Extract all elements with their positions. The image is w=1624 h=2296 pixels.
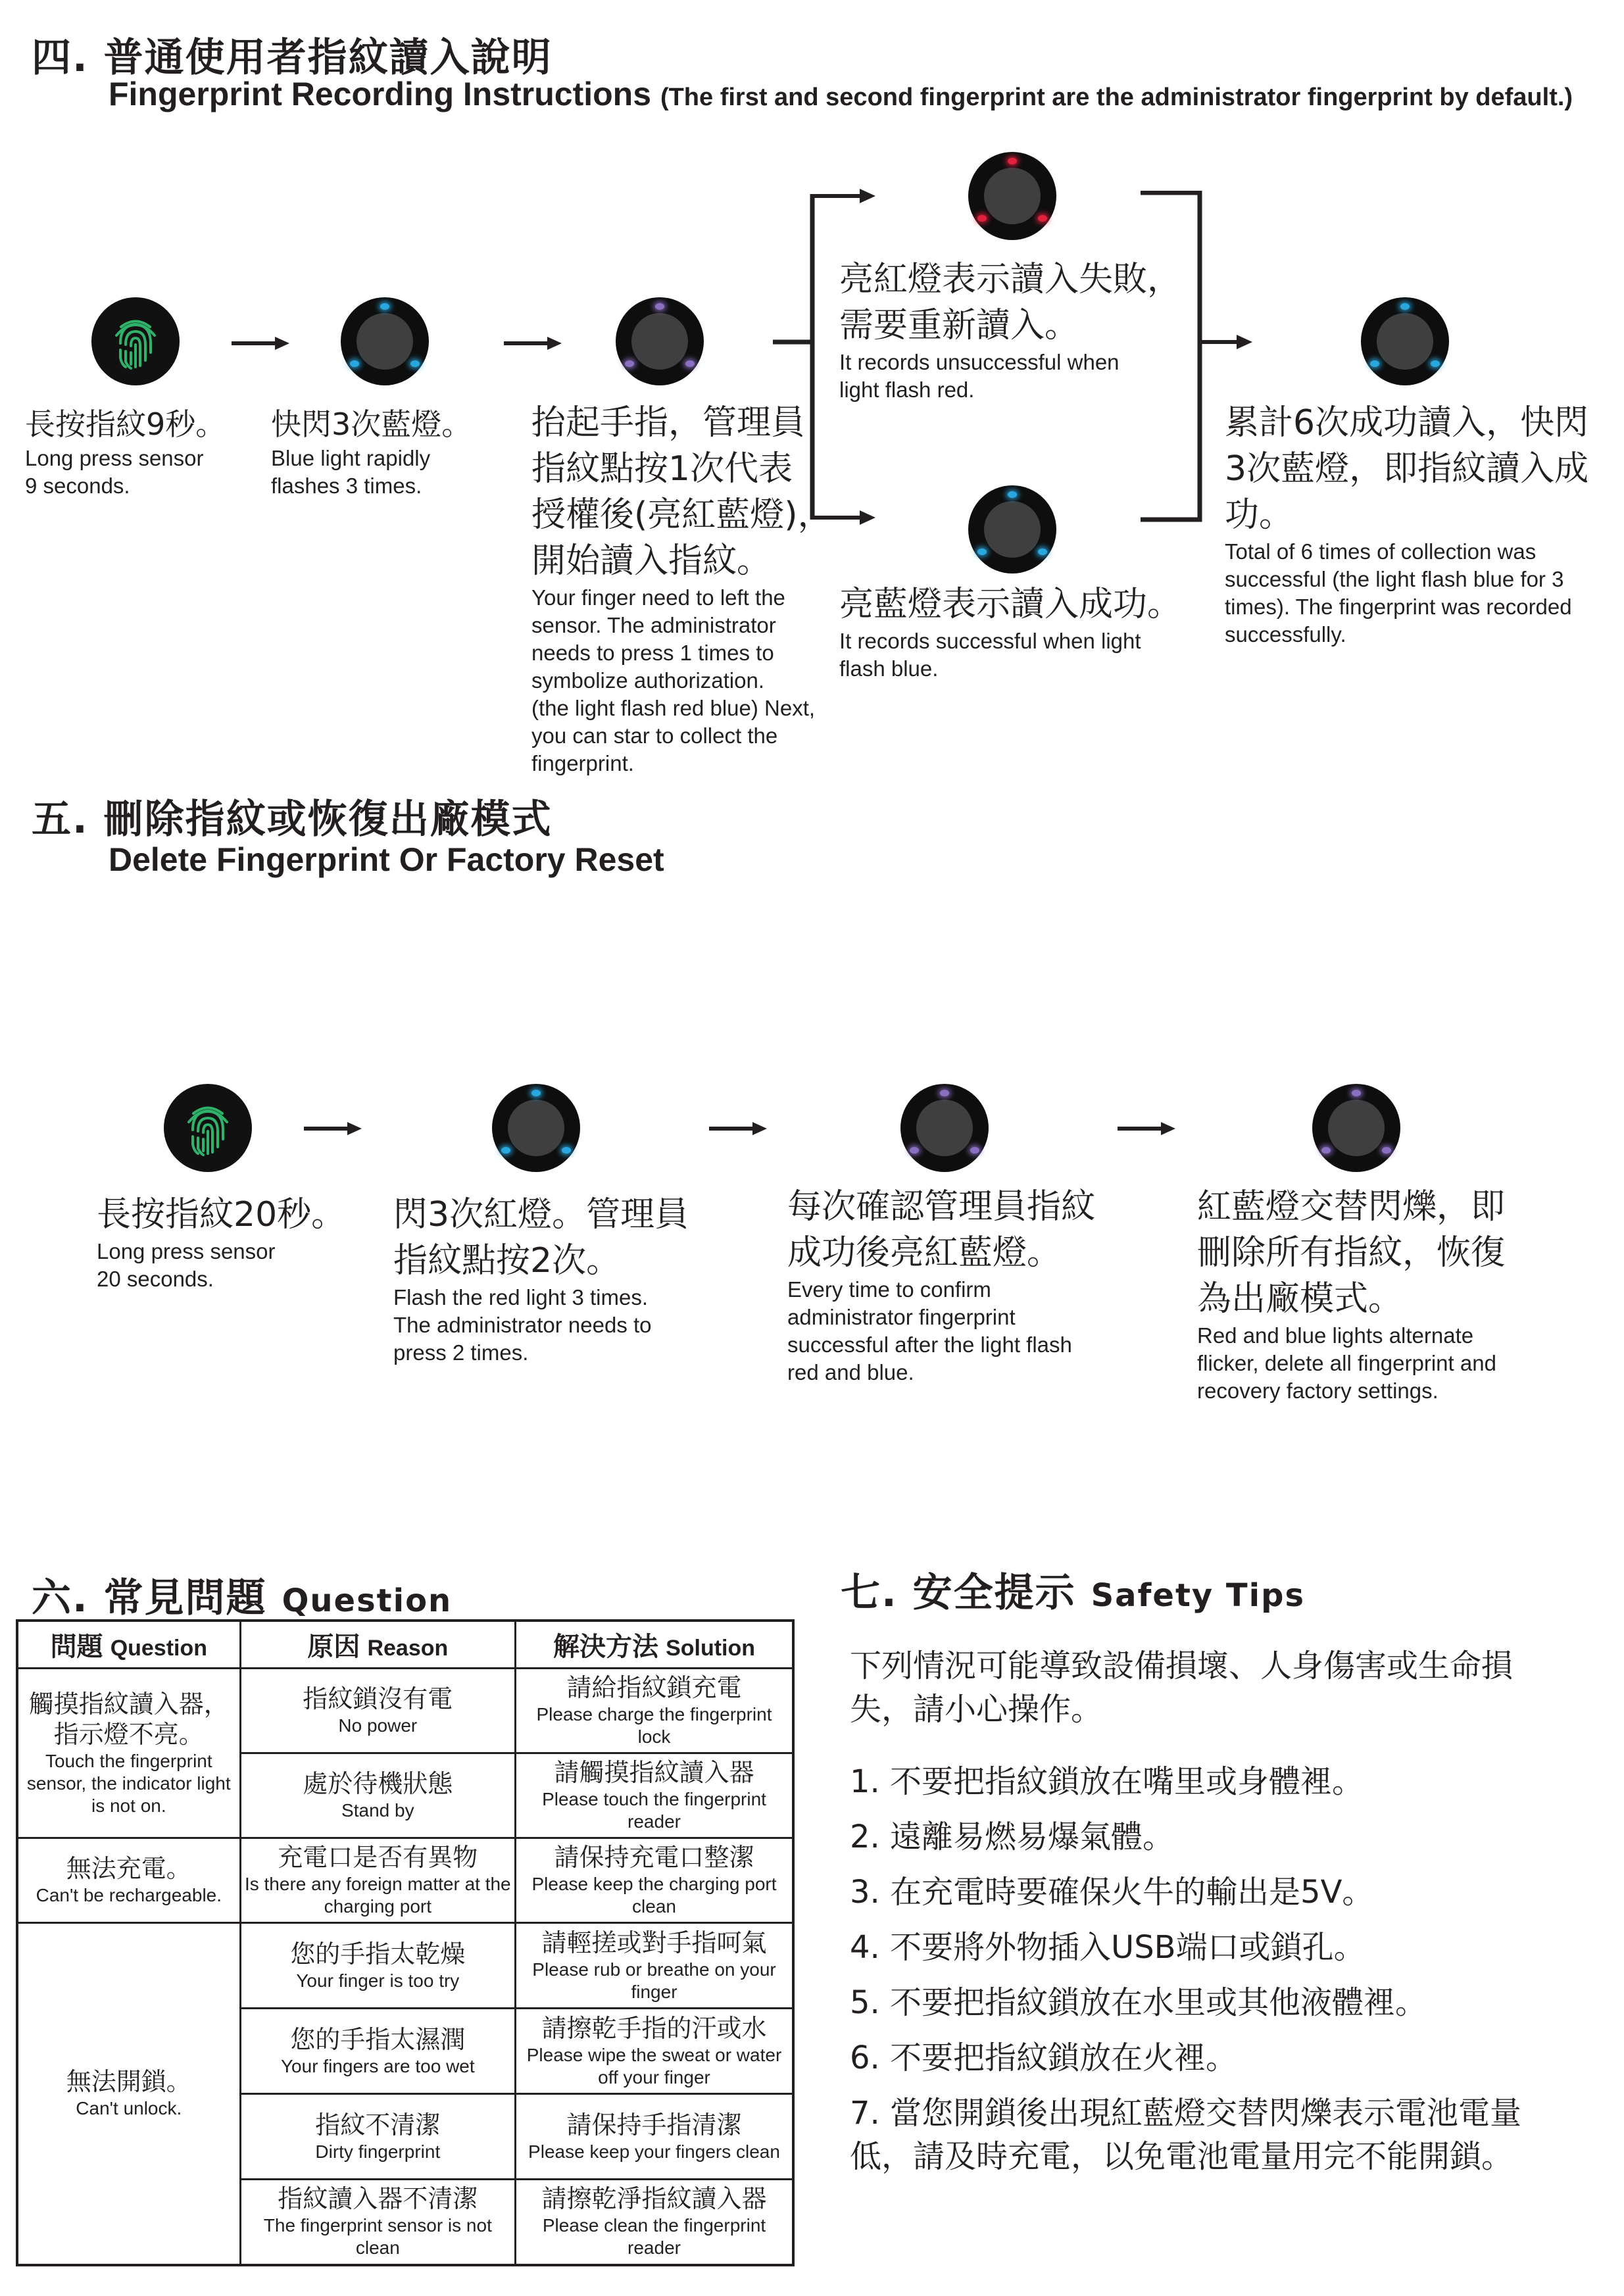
solution-cn: 請擦乾手指的汗或水 bbox=[541, 2015, 767, 2043]
s4-done-en-line: Total of 6 times of collection was bbox=[1225, 539, 1537, 564]
arrow-right-icon bbox=[1116, 1121, 1177, 1139]
s4-step3-cn-line: 抬起手指，管理員 bbox=[531, 403, 806, 443]
safety-intro-line: 失，請小心操作。 bbox=[850, 1691, 1103, 1728]
s4-step1-en2: 9 seconds. bbox=[25, 474, 130, 498]
reason-cn: 充電口是否有異物 bbox=[278, 1844, 478, 1872]
s4-step2-text bbox=[271, 404, 472, 500]
reason-cell bbox=[240, 1669, 515, 1753]
solution-cell bbox=[516, 1753, 793, 1838]
safety-intro-line: 下列情況可能導致設備損壞、人身傷害或生命損 bbox=[850, 1648, 1513, 1684]
sensor-blue-icon bbox=[492, 1084, 580, 1172]
s5-step3-en-line: Every time to confirm bbox=[787, 1277, 991, 1302]
sensor-purple-icon bbox=[1312, 1084, 1400, 1172]
section4-note: (The first and second fingerprint are the administrator fingerprint by default.) bbox=[660, 84, 1573, 111]
s4-fail-text bbox=[839, 256, 1181, 404]
section6-title-en: Question bbox=[282, 1582, 453, 1619]
section4-title-en-text: Fingerprint Recording Instructions bbox=[109, 76, 652, 112]
reason-cn: 指紋不清潔 bbox=[315, 2111, 441, 2139]
s4-step3-en-line: Your finger need to left the bbox=[531, 585, 785, 610]
s4-step1-cn: 長按指紋9秒。 bbox=[25, 406, 226, 442]
reason-en: Your fingers are too wet bbox=[280, 2055, 475, 2076]
s5-step3-cn-line: 每次確認管理員指紋 bbox=[787, 1187, 1096, 1227]
safety-tips-list bbox=[850, 1760, 1606, 2178]
section6-title-cn: 六. 常見問題 bbox=[32, 1575, 267, 1621]
s5-step2-cn-line: 閃3次紅燈。管理員 bbox=[393, 1195, 689, 1234]
s5-step3-en-line: red and blue. bbox=[787, 1360, 914, 1384]
s4-step2-cn: 快閃3次藍燈。 bbox=[271, 406, 472, 442]
faq-header-solution bbox=[516, 1621, 793, 1669]
s5-step2-en-line: Flash the red light 3 times. bbox=[393, 1285, 649, 1309]
s4-fail-cn-line: 需要重新讀入。 bbox=[839, 306, 1079, 345]
sensor-blue-icon bbox=[968, 485, 1056, 574]
safety-tip: 3. 在充電時要確保火牛的輸出是5V。 bbox=[850, 1874, 1374, 1911]
s5-step4-en-line: Red and blue lights alternate bbox=[1197, 1323, 1474, 1348]
sensor-blue-icon bbox=[341, 297, 429, 385]
sensor-purple-icon bbox=[616, 297, 704, 385]
solution-cn: 請保持充電口整潔 bbox=[554, 1844, 754, 1872]
section7-title-cn: 七. 安全提示 bbox=[841, 1570, 1076, 1616]
s4-step3-en-line: needs to press 1 times to bbox=[531, 641, 774, 665]
header-en: Reason bbox=[367, 1636, 449, 1661]
problem-cell bbox=[17, 1838, 240, 1923]
table-row bbox=[17, 1669, 793, 1753]
sensor-purple-icon bbox=[900, 1084, 989, 1172]
s4-done-cn-line: 功。 bbox=[1225, 495, 1294, 535]
s4-ok-en-line: flash blue. bbox=[839, 656, 939, 681]
reason-cell bbox=[240, 1923, 515, 2009]
solution-cn: 請保持手指清潔 bbox=[566, 2111, 742, 2139]
solution-en: Please rub or breathe on your finger bbox=[532, 1959, 776, 2002]
s5-step4-cn-line: 刪除所有指紋，恢復 bbox=[1197, 1233, 1506, 1273]
s5-step2-text bbox=[393, 1192, 689, 1367]
s4-done-en-line: successfully. bbox=[1225, 622, 1346, 647]
s5-step4-text bbox=[1197, 1184, 1505, 1405]
s4-ok-en-line: It records successful when light bbox=[839, 629, 1141, 653]
header-en: Question bbox=[110, 1636, 208, 1661]
faq-header-row bbox=[17, 1621, 793, 1669]
solution-cn: 請輕搓或對手指呵氣 bbox=[541, 1929, 767, 1957]
solution-cell bbox=[516, 2009, 793, 2094]
s4-done-en-line: successful (the light flash blue for 3 bbox=[1225, 567, 1564, 591]
s5-step1-text bbox=[97, 1192, 345, 1293]
section7-title bbox=[841, 1561, 1305, 1618]
header-en: Solution bbox=[666, 1636, 756, 1661]
s5-step3-text bbox=[787, 1184, 1095, 1386]
reason-cell bbox=[240, 1753, 515, 1838]
s5-step3-en-line: administrator fingerprint bbox=[787, 1305, 1016, 1329]
sensor-blue-icon bbox=[1361, 297, 1449, 385]
reason-cn: 處於待機狀態 bbox=[303, 1771, 453, 1798]
s4-step3-cn-line: 指紋點按1次代表 bbox=[531, 449, 793, 489]
faq-table bbox=[16, 1619, 795, 2266]
reason-cn: 您的手指太乾燥 bbox=[290, 1940, 466, 1968]
s4-ok-text bbox=[839, 581, 1181, 683]
safety-intro bbox=[850, 1644, 1606, 1731]
safety-tip: 6. 不要把指紋鎖放在火裡。 bbox=[850, 2040, 1238, 2076]
problem-cell bbox=[17, 1669, 240, 1838]
problem-cn: 觸摸指紋讀入器，指示燈不亮。 bbox=[28, 1690, 229, 1749]
s4-step3-en-line: fingerprint. bbox=[531, 751, 634, 775]
reason-cell bbox=[240, 1838, 515, 1923]
reason-cn: 指紋鎖沒有電 bbox=[303, 1686, 453, 1713]
faq-header-reason bbox=[240, 1621, 515, 1669]
arrow-right-icon bbox=[303, 1121, 363, 1139]
reason-en: Your finger is too try bbox=[296, 1970, 460, 1991]
solution-cell bbox=[516, 2180, 793, 2265]
problem-en: Can't unlock. bbox=[76, 2098, 182, 2119]
solution-cell bbox=[516, 1923, 793, 2009]
s4-step3-en-line: sensor. The administrator bbox=[531, 613, 776, 637]
s4-step3-cn-line: 開始讀入指紋。 bbox=[531, 541, 772, 581]
solution-cell bbox=[516, 1669, 793, 1753]
s4-step3-en-line: you can star to collect the bbox=[531, 723, 778, 748]
s5-step4-cn-line: 紅藍燈交替閃爍，即 bbox=[1197, 1187, 1506, 1227]
section6-title bbox=[32, 1567, 452, 1623]
s5-step1-en-line: 20 seconds. bbox=[97, 1267, 214, 1291]
s5-step1-en-line: Long press sensor bbox=[97, 1239, 276, 1263]
solution-en: Please keep your fingers clean bbox=[528, 2141, 780, 2162]
solution-en: Please wipe the sweat or water off your finger bbox=[526, 2044, 782, 2088]
reason-cn: 您的手指太濕潤 bbox=[290, 2026, 466, 2054]
s4-fail-cn-line: 亮紅燈表示讀入失敗， bbox=[839, 260, 1182, 299]
arrow-right-icon bbox=[230, 335, 291, 354]
solution-en: Please keep the charging port clean bbox=[531, 1874, 777, 1917]
s4-done-cn-line: 累計6次成功讀入，快閃 bbox=[1225, 403, 1589, 443]
s5-step2-en-line: The administrator needs to bbox=[393, 1313, 652, 1337]
section5-title-cn: 五. 刪除指紋或恢復出廠模式 bbox=[32, 796, 553, 843]
s5-step3-cn-line: 成功後亮紅藍燈。 bbox=[787, 1233, 1062, 1273]
safety-tip: 4. 不要將外物插入USB端口或鎖孔。 bbox=[850, 1929, 1366, 1966]
reason-cell bbox=[240, 2094, 515, 2180]
header-cn: 解決方法 bbox=[553, 1632, 658, 1661]
section4-title-en bbox=[109, 75, 1573, 113]
sensor-red-icon bbox=[968, 152, 1056, 240]
s5-step4-cn-line: 為出廠模式。 bbox=[1197, 1279, 1403, 1319]
section4-title-cn: 四. 普通使用者指紋讀入說明 bbox=[32, 35, 553, 81]
safety-tip: 5. 不要把指紋鎖放在水里或其他液體裡。 bbox=[850, 1984, 1427, 2021]
solution-cell bbox=[516, 1838, 793, 1923]
reason-en: The fingerprint sensor is not clean bbox=[263, 2215, 492, 2259]
table-row bbox=[17, 1923, 793, 2009]
fingerprint-sensor-icon bbox=[164, 1084, 252, 1172]
solution-cn: 請給指紋鎖充電 bbox=[566, 1674, 742, 1702]
reason-en: Dirty fingerprint bbox=[315, 2141, 441, 2162]
s4-step3-text bbox=[531, 400, 832, 777]
faq-header-question bbox=[17, 1621, 240, 1669]
solution-en: Please touch the fingerprint reader bbox=[542, 1789, 766, 1832]
s5-step4-en-line: recovery factory settings. bbox=[1197, 1379, 1439, 1403]
problem-cn: 無法開鎖。 bbox=[66, 2068, 191, 2097]
table-row bbox=[17, 1838, 793, 1923]
s5-step1-cn: 長按指紋20秒。 bbox=[97, 1195, 346, 1234]
reason-cell bbox=[240, 2009, 515, 2094]
s4-done-en-line: times). The fingerprint was recorded bbox=[1225, 595, 1572, 619]
s4-done-text bbox=[1225, 400, 1588, 648]
s5-step4-en-line: flicker, delete all fingerprint and bbox=[1197, 1351, 1496, 1375]
problem-cell bbox=[17, 1923, 240, 2265]
s4-step3-en-line: symbolize authorization. bbox=[531, 668, 765, 693]
header-cn: 原因 bbox=[307, 1632, 360, 1661]
safety-tip: 2. 遠離易燃易爆氣體。 bbox=[850, 1819, 1175, 1855]
solution-cell bbox=[516, 2094, 793, 2180]
header-cn: 問題 bbox=[50, 1632, 103, 1661]
solution-en: Please clean the fingerprint reader bbox=[542, 2215, 766, 2259]
problem-en: Touch the fingerprint sensor, the indicator light is not on. bbox=[26, 1750, 231, 1816]
s4-fail-en-line: It records unsuccessful when bbox=[839, 350, 1120, 374]
solution-cn: 請觸摸指紋讀入器 bbox=[554, 1759, 754, 1787]
section7-title-en: Safety Tips bbox=[1091, 1577, 1306, 1614]
s4-ok-cn: 亮藍燈表示讀入成功。 bbox=[839, 585, 1182, 624]
safety-tip: 1. 不要把指紋鎖放在嘴里或身體裡。 bbox=[850, 1763, 1364, 1800]
s5-step3-en-line: successful after the light flash bbox=[787, 1332, 1072, 1357]
s4-fail-en-line: light flash red. bbox=[839, 378, 975, 402]
solution-en: Please charge the fingerprint lock bbox=[536, 1704, 772, 1747]
safety-tip: 7. 當您開鎖後出現紅藍燈交替閃爍表示電池電量 bbox=[850, 2095, 1522, 2132]
safety-tip: 低，請及時充電，以免電池電量用完不能開鎖。 bbox=[850, 2138, 1513, 2175]
problem-cn: 無法充電。 bbox=[66, 1855, 191, 1883]
s4-step1-text bbox=[25, 404, 226, 500]
s4-done-cn-line: 3次藍燈，即指紋讀入成 bbox=[1225, 449, 1589, 489]
reason-en: Is there any foreign matter at the charging port bbox=[244, 1874, 511, 1917]
s4-step3-en-line: (the light flash red blue) Next, bbox=[531, 696, 816, 720]
s4-step2-en1: Blue light rapidly bbox=[271, 446, 431, 470]
solution-cn: 請擦乾淨指紋讀入器 bbox=[541, 2186, 767, 2214]
s4-step1-en1: Long press sensor bbox=[25, 446, 204, 470]
reason-cell bbox=[240, 2180, 515, 2265]
reason-en: No power bbox=[338, 1715, 418, 1736]
s5-step2-en-line: press 2 times. bbox=[393, 1340, 529, 1365]
problem-en: Can't be rechargeable. bbox=[36, 1885, 222, 1905]
section5-title-en: Delete Fingerprint Or Factory Reset bbox=[109, 841, 664, 878]
arrow-right-icon bbox=[708, 1121, 768, 1139]
fingerprint-sensor-icon bbox=[91, 297, 180, 385]
s4-step2-en2: flashes 3 times. bbox=[271, 474, 422, 498]
s5-step2-cn-line: 指紋點按2次。 bbox=[393, 1241, 621, 1281]
s4-step3-cn-line: 授權後(亮紅藍燈)， bbox=[531, 495, 832, 535]
arrow-right-icon bbox=[503, 335, 563, 354]
reason-cn: 指紋讀入器不清潔 bbox=[278, 2186, 478, 2214]
reason-en: Stand by bbox=[341, 1800, 414, 1820]
